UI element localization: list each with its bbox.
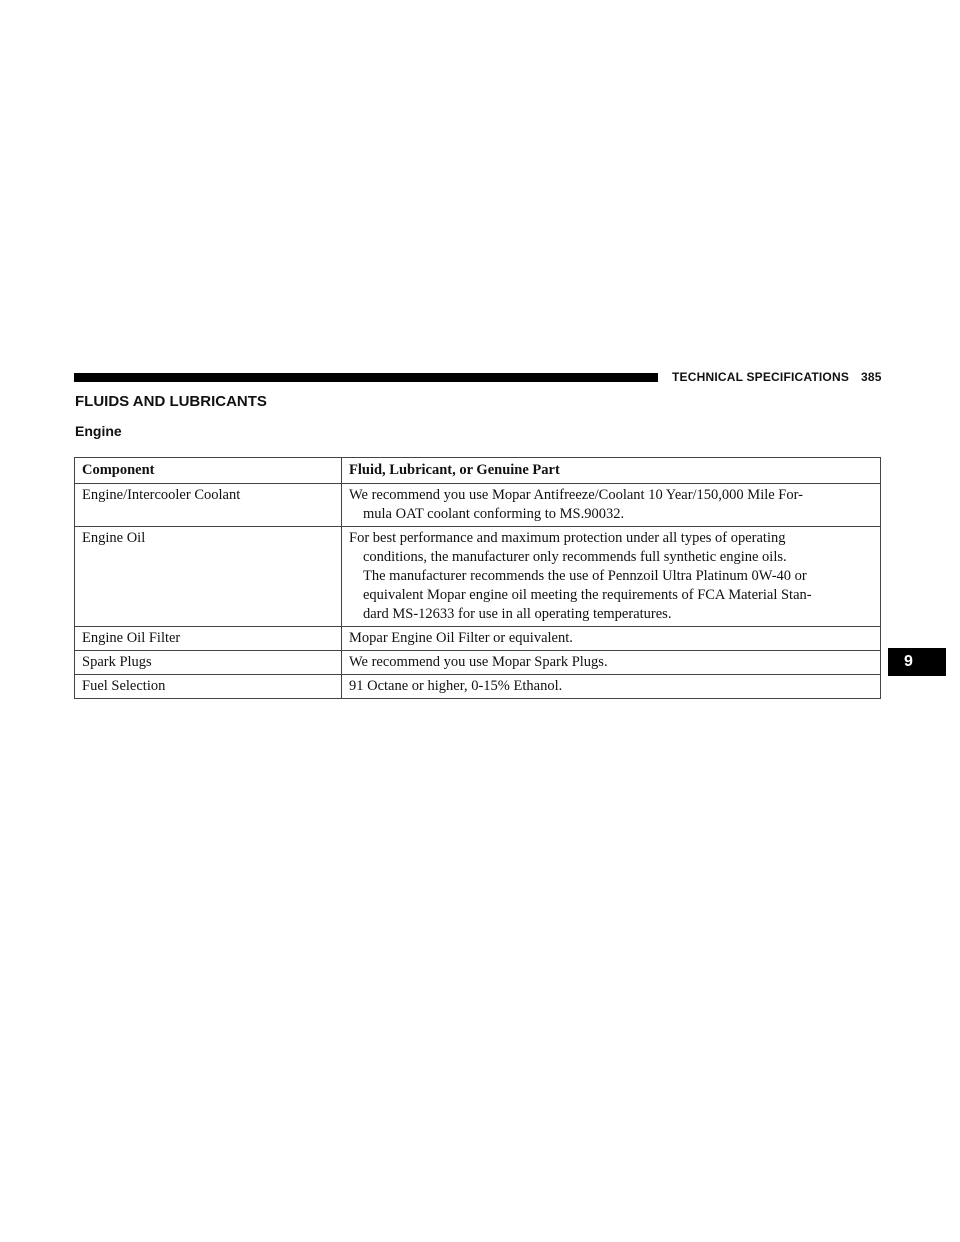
fluid-line: We recommend you use Mopar Antifreeze/Coolant 10 Year/150,000 Mile For- — [349, 487, 803, 503]
section-title: FLUIDS AND LUBRICANTS — [75, 393, 267, 410]
fluid-line: Mopar Engine Oil Filter or equivalent. — [349, 630, 573, 646]
fluid-cell — [342, 527, 881, 627]
subsection-title: Engine — [75, 423, 122, 439]
table-row — [75, 651, 881, 675]
component-cell: Engine Oil Filter — [75, 627, 342, 651]
table-row — [75, 484, 881, 527]
fluid-line: mula OAT coolant conforming to MS.90032. — [363, 506, 625, 522]
fluid-cell — [342, 675, 881, 699]
fluid-line: For best performance and maximum protection under all types of operating — [349, 530, 786, 546]
column-header-fluid: Fluid, Lubricant, or Genuine Part — [342, 458, 881, 484]
fluids-table — [74, 457, 881, 699]
table-row — [75, 675, 881, 699]
table-row — [75, 527, 881, 627]
chapter-tab: 9 — [888, 648, 946, 676]
fluid-line: We recommend you use Mopar Spark Plugs. — [349, 654, 608, 670]
component-cell: Spark Plugs — [75, 651, 342, 675]
table-header-row — [75, 458, 881, 484]
running-header — [672, 370, 882, 384]
component-cell: Engine Oil — [75, 527, 342, 627]
header-rule — [74, 373, 658, 382]
component-cell: Engine/Intercooler Coolant — [75, 484, 342, 527]
component-cell: Fuel Selection — [75, 675, 342, 699]
page-number: 385 — [861, 370, 882, 384]
table-row — [75, 627, 881, 651]
fluid-cell — [342, 484, 881, 527]
fluid-line: conditions, the manufacturer only recommends full synthetic engine oils. — [363, 549, 787, 565]
fluid-line: The manufacturer recommends the use of Pennzoil Ultra Platinum 0W-40 or — [363, 568, 807, 584]
column-header-component: Component — [75, 458, 342, 484]
fluid-cell — [342, 627, 881, 651]
fluid-line: dard MS-12633 for use in all operating temperatures. — [363, 606, 672, 622]
header-section-title: TECHNICAL SPECIFICATIONS — [672, 370, 850, 384]
fluid-cell — [342, 651, 881, 675]
fluid-line: 91 Octane or higher, 0-15% Ethanol. — [349, 678, 563, 694]
fluid-line: equivalent Mopar engine oil meeting the requirements of FCA Material Stan- — [363, 587, 812, 603]
